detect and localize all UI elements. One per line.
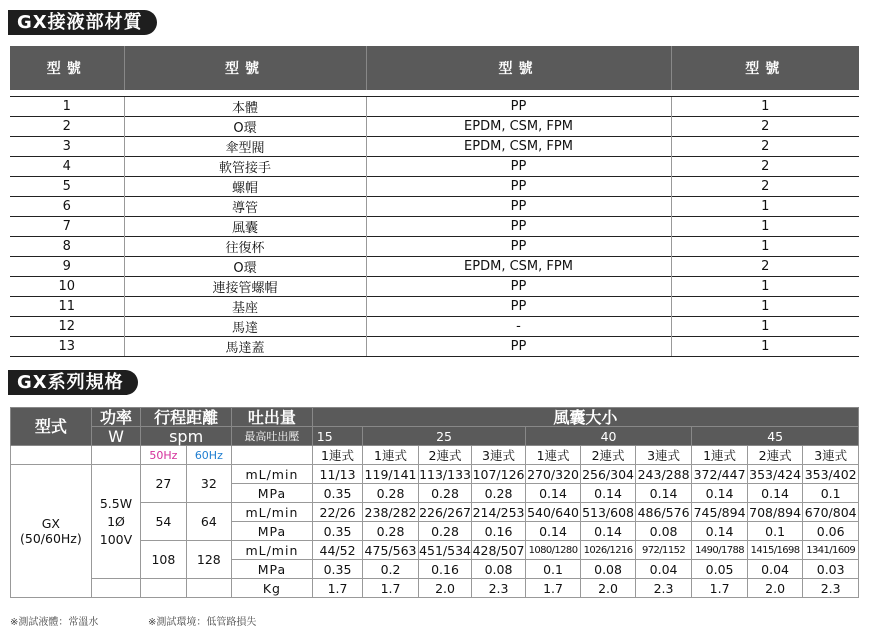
pressure-value: 0.14	[525, 522, 581, 541]
model-hz: (50/60Hz)	[20, 531, 82, 546]
col-header-material: 型號	[366, 46, 671, 90]
unit-weight: Kg	[232, 579, 313, 598]
part-name: 傘型閥	[124, 137, 366, 157]
header-stroke-unit: spm	[141, 427, 232, 446]
pressure-value: 0.28	[472, 484, 526, 503]
part-no: 6	[10, 197, 124, 217]
part-material: PP	[366, 297, 671, 317]
header-stroke: 行程距離	[141, 408, 232, 427]
weight-value: 2.3	[635, 579, 692, 598]
part-qty: 1	[671, 237, 859, 257]
pressure-value: 0.28	[363, 484, 419, 503]
part-material: PP	[366, 177, 671, 197]
material-row	[10, 217, 859, 237]
flow-value: 238/282	[364, 504, 417, 520]
flow-value: 256/304	[582, 466, 635, 482]
conn-type: 1連式	[525, 446, 581, 465]
flow-value: 1415/1698	[747, 541, 803, 560]
power-phase: 1Ø	[107, 513, 125, 529]
weight-value: 2.3	[803, 579, 859, 598]
weight-value: 2.3	[472, 579, 526, 598]
pressure-value: 0.14	[692, 522, 748, 541]
flow-value: 972/1152	[635, 541, 692, 560]
pressure-value: 0.14	[581, 522, 636, 541]
spec-section-title: GX系列規格	[8, 370, 138, 395]
unit-pressure: MPa	[232, 484, 313, 503]
part-qty: 1	[671, 197, 859, 217]
size-25: 25	[363, 427, 526, 446]
unit-flow: mL/min	[232, 503, 313, 522]
power-cell	[91, 465, 140, 579]
material-row	[10, 337, 859, 357]
pressure-value: 0.08	[635, 522, 692, 541]
pressure-value: 0.04	[635, 560, 692, 579]
pressure-value: 0.06	[803, 522, 859, 541]
pressure-value: 0.1	[747, 522, 803, 541]
pressure-value: 0.05	[692, 560, 748, 579]
material-row	[10, 137, 859, 157]
pressure-value: 0.35	[312, 560, 362, 579]
spec-table	[10, 407, 859, 598]
conn-type: 2連式	[747, 446, 803, 465]
part-qty: 1	[671, 297, 859, 317]
flow-value: 22/26	[312, 503, 362, 522]
part-no: 10	[10, 277, 124, 297]
flow-value: 540/640	[527, 504, 579, 520]
header-bellows-size: 風囊大小	[312, 408, 858, 427]
weight-value: 2.0	[418, 579, 472, 598]
pressure-value: 0.35	[312, 484, 362, 503]
part-no: 8	[10, 237, 124, 257]
part-qty: 2	[671, 157, 859, 177]
conn-type: 1連式	[312, 446, 362, 465]
size-15: 15	[312, 427, 362, 446]
part-qty: 1	[671, 317, 859, 337]
material-row	[10, 297, 859, 317]
spm-50hz: 108	[141, 541, 186, 579]
part-no: 5	[10, 177, 124, 197]
weight-value: 2.0	[747, 579, 803, 598]
pressure-value: 0.14	[525, 484, 581, 503]
header-model: 型式	[11, 408, 92, 446]
flow-value: 486/576	[635, 503, 692, 522]
part-material: EPDM, CSM, FPM	[366, 137, 671, 157]
power-watt: 5.5W	[99, 495, 133, 511]
part-no: 9	[10, 257, 124, 277]
part-material: PP	[366, 97, 671, 117]
flow-value: 243/288	[635, 465, 692, 484]
spm-50hz: 54	[141, 503, 186, 541]
flow-value: 475/563	[364, 542, 417, 558]
part-name: O環	[124, 257, 366, 277]
part-material: PP	[366, 217, 671, 237]
part-no: 11	[10, 297, 124, 317]
header-output: 吐出量	[232, 408, 313, 427]
conn-type: 3連式	[472, 446, 526, 465]
part-qty: 2	[671, 257, 859, 277]
flow-value: 214/253	[472, 504, 525, 520]
hz60-label: 60Hz	[186, 446, 231, 465]
flow-value: 745/894	[693, 504, 746, 520]
part-material: PP	[366, 197, 671, 217]
part-qty: 2	[671, 137, 859, 157]
material-row	[10, 277, 859, 297]
pressure-value: 0.14	[747, 484, 803, 503]
part-material: PP	[366, 277, 671, 297]
pressure-value: 0.14	[635, 484, 692, 503]
flow-value: 1341/1609	[803, 541, 859, 560]
material-row	[10, 157, 859, 177]
header-output-sub: 最高吐出壓	[232, 427, 313, 446]
col-header-part: 型號	[124, 46, 366, 90]
flow-value: 451/534	[419, 542, 471, 558]
part-material: -	[366, 317, 671, 337]
size-40: 40	[525, 427, 692, 446]
flow-value: 1026/1216	[581, 541, 636, 560]
flow-value: 353/402	[804, 466, 857, 482]
note-test-environment: ※測試環境：低管路損失	[148, 617, 257, 628]
flow-value: 708/894	[749, 504, 802, 520]
note-test-fluid: ※測試液體：常溫水	[10, 617, 99, 628]
model-cell	[11, 465, 92, 598]
flow-value: 270/320	[527, 466, 579, 482]
pressure-value: 0.08	[472, 560, 526, 579]
unit-pressure: MPa	[232, 560, 313, 579]
part-qty: 1	[671, 97, 859, 117]
part-material: EPDM, CSM, FPM	[366, 117, 671, 137]
part-no: 13	[10, 337, 124, 357]
pressure-value: 0.1	[525, 560, 581, 579]
pressure-value: 0.14	[692, 484, 748, 503]
part-name: 本體	[124, 97, 366, 117]
flow-value: 113/133	[419, 466, 471, 482]
flow-value: 513/608	[582, 504, 635, 520]
part-no: 12	[10, 317, 124, 337]
spm-60hz: 32	[186, 465, 231, 503]
part-material: PP	[366, 237, 671, 257]
part-name: O環	[124, 117, 366, 137]
part-no: 1	[10, 97, 124, 117]
part-qty: 2	[671, 117, 859, 137]
pressure-value: 0.35	[312, 522, 362, 541]
part-qty: 1	[671, 277, 859, 297]
materials-table	[10, 46, 859, 357]
unit-flow: mL/min	[232, 541, 313, 560]
part-no: 7	[10, 217, 124, 237]
part-material: PP	[366, 337, 671, 357]
part-name: 連接管螺帽	[124, 277, 366, 297]
weight-value: 1.7	[525, 579, 581, 598]
col-header-qty: 型號	[671, 46, 859, 90]
part-name: 馬達	[124, 317, 366, 337]
pressure-value: 0.28	[363, 522, 419, 541]
flow-value: 372/447	[693, 466, 746, 482]
conn-type: 3連式	[635, 446, 692, 465]
size-45: 45	[692, 427, 859, 446]
pressure-value: 0.16	[472, 522, 526, 541]
flow-value: 1080/1280	[525, 541, 581, 560]
conn-type: 2連式	[418, 446, 472, 465]
part-name: 馬達蓋	[124, 337, 366, 357]
part-name: 軟管接手	[124, 157, 366, 177]
part-no: 4	[10, 157, 124, 177]
part-name: 導管	[124, 197, 366, 217]
flow-value: 107/126	[472, 466, 525, 482]
material-row	[10, 117, 859, 137]
flow-value: 226/267	[419, 504, 471, 520]
power-volt: 100V	[99, 531, 133, 547]
material-row	[10, 317, 859, 337]
spm-60hz: 128	[186, 541, 231, 579]
pressure-value: 0.08	[581, 560, 636, 579]
part-qty: 1	[671, 337, 859, 357]
material-row	[10, 177, 859, 197]
flow-value: 1490/1788	[692, 541, 748, 560]
pressure-value: 0.16	[418, 560, 472, 579]
flow-value: 428/507	[472, 542, 525, 558]
part-material: PP	[366, 157, 671, 177]
part-name: 螺帽	[124, 177, 366, 197]
flow-value: 44/52	[312, 541, 362, 560]
unit-flow: mL/min	[232, 465, 313, 484]
model-name: GX	[41, 516, 60, 531]
spm-60hz: 64	[186, 503, 231, 541]
part-no: 3	[10, 137, 124, 157]
conn-type: 1連式	[363, 446, 419, 465]
pressure-value: 0.03	[803, 560, 859, 579]
pressure-value: 0.1	[803, 484, 859, 503]
flow-value: 353/424	[749, 466, 802, 482]
part-name: 風囊	[124, 217, 366, 237]
flow-value: 670/804	[804, 504, 857, 520]
header-power-unit: W	[91, 427, 140, 446]
flow-value: 119/141	[364, 466, 417, 482]
part-no: 2	[10, 117, 124, 137]
material-row	[10, 237, 859, 257]
pressure-value: 0.14	[581, 484, 636, 503]
material-row	[10, 257, 859, 277]
col-header-no: 型號	[10, 46, 124, 90]
pressure-value: 0.04	[747, 560, 803, 579]
pressure-value: 0.28	[418, 522, 472, 541]
flow-value: 11/13	[312, 465, 362, 484]
part-qty: 1	[671, 217, 859, 237]
part-name: 往復杯	[124, 237, 366, 257]
conn-type: 1連式	[692, 446, 748, 465]
material-row	[10, 197, 859, 217]
spm-50hz: 27	[141, 465, 186, 503]
header-power: 功率	[91, 408, 140, 427]
unit-pressure: MPa	[232, 522, 313, 541]
pressure-value: 0.28	[418, 484, 472, 503]
part-name: 基座	[124, 297, 366, 317]
weight-value: 1.7	[692, 579, 748, 598]
hz50-label: 50Hz	[141, 446, 186, 465]
weight-value: 1.7	[312, 579, 362, 598]
conn-type: 3連式	[803, 446, 859, 465]
part-material: EPDM, CSM, FPM	[366, 257, 671, 277]
conn-type: 2連式	[581, 446, 636, 465]
pressure-value: 0.2	[363, 560, 419, 579]
part-qty: 2	[671, 177, 859, 197]
weight-value: 1.7	[363, 579, 419, 598]
weight-value: 2.0	[581, 579, 636, 598]
material-row	[10, 97, 859, 117]
materials-section-title: GX接液部材質	[8, 10, 157, 35]
